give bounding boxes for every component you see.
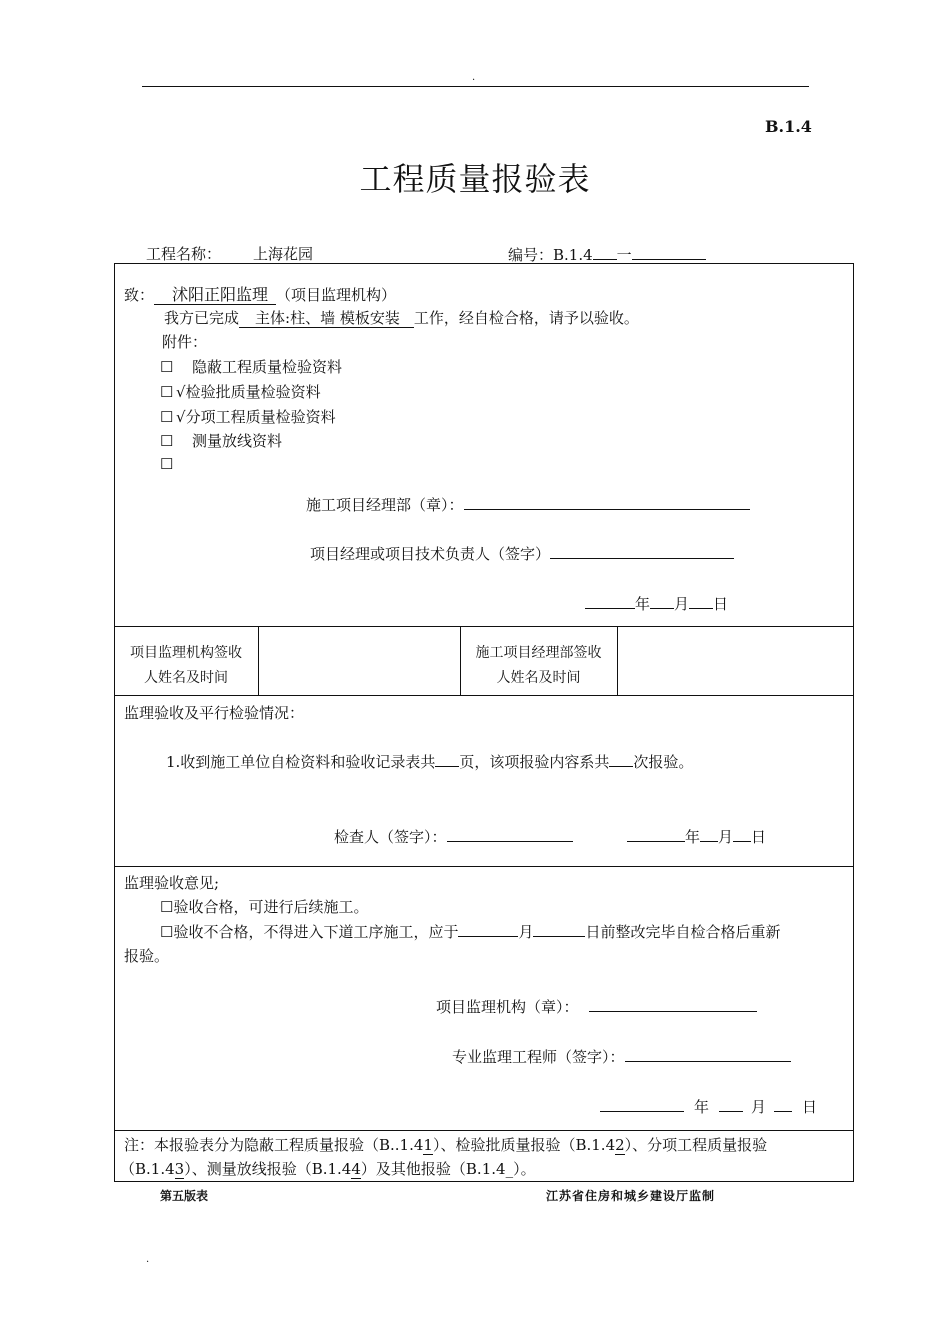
note-code-1: 1 bbox=[423, 1136, 433, 1154]
attachment-label: 检验批质量检验资料 bbox=[185, 383, 321, 401]
times-field[interactable] bbox=[609, 750, 633, 767]
to-line bbox=[124, 282, 396, 305]
engineer-signature-field[interactable] bbox=[625, 1045, 791, 1062]
inspector-signature-field[interactable] bbox=[447, 825, 573, 842]
inspection-line bbox=[166, 750, 693, 772]
day-label: 日 bbox=[713, 595, 729, 613]
contractor-sign-cell[interactable] bbox=[618, 627, 853, 695]
org-line bbox=[436, 995, 757, 1017]
attachment-label: 隐蔽工程质量检验资料 bbox=[192, 358, 343, 376]
opinion-fail-suffix: 日前整改完毕自检合格后重新 bbox=[585, 923, 781, 941]
attachment-item[interactable] bbox=[160, 455, 176, 473]
opinion-fail-month: 月 bbox=[518, 923, 534, 941]
month-field[interactable] bbox=[719, 1095, 743, 1112]
contractor-sign-label bbox=[460, 641, 617, 691]
to-suffix: （项目监理机构） bbox=[276, 286, 397, 304]
contractor-sign-label-2: 人姓名及时间 bbox=[496, 670, 581, 686]
number-blank-2[interactable] bbox=[632, 243, 706, 260]
opinion-fail-cont: 报验。 bbox=[124, 947, 170, 965]
project-label: 工程名称： bbox=[146, 245, 222, 263]
checkbox[interactable]: ☐ bbox=[160, 408, 174, 426]
date-line-2 bbox=[627, 825, 766, 847]
attachment-label: 分项工程质量检验资料 bbox=[185, 408, 336, 426]
year-field[interactable] bbox=[600, 1095, 684, 1112]
year-label: 年 bbox=[635, 595, 651, 613]
month-label: 月 bbox=[751, 1098, 767, 1116]
attach-label: 附件： bbox=[162, 333, 208, 351]
check-mark: √ bbox=[176, 383, 186, 401]
note-line-1 bbox=[124, 1134, 767, 1155]
attachment-item[interactable] bbox=[160, 430, 282, 451]
supervisor-sign-label bbox=[114, 641, 258, 691]
day-label: 日 bbox=[751, 828, 767, 846]
day-label: 日 bbox=[802, 1098, 818, 1116]
contractor-sign-label-1: 施工项目经理部签收 bbox=[475, 645, 602, 661]
month-field[interactable] bbox=[650, 592, 674, 609]
form-code: B.1.4 bbox=[765, 117, 812, 136]
note-line-2 bbox=[120, 1158, 536, 1179]
intro-suffix: 工作，经自检合格，请予以验收。 bbox=[413, 309, 639, 327]
note-code-2: 2 bbox=[615, 1136, 625, 1154]
year-label: 年 bbox=[685, 828, 701, 846]
checkbox[interactable]: ☐ bbox=[160, 358, 174, 376]
dept-line bbox=[306, 493, 750, 515]
org-label: 项目监理机构（章）： bbox=[436, 998, 579, 1016]
attachment-item[interactable] bbox=[160, 406, 336, 427]
month-field[interactable] bbox=[700, 825, 718, 842]
manager-label: 项目经理或项目技术负责人（签字） bbox=[310, 545, 551, 563]
note-text: ）、检验批质量报验（B.1.4 bbox=[432, 1136, 616, 1154]
note-code-3: 3 bbox=[174, 1160, 185, 1178]
inspection-suffix: 次报验。 bbox=[633, 753, 694, 771]
attachment-label: 测量放线资料 bbox=[192, 432, 283, 450]
fix-day-field[interactable] bbox=[533, 920, 585, 937]
fix-month-field[interactable] bbox=[458, 920, 518, 937]
opinion-heading: 监理验收意见; bbox=[124, 874, 220, 892]
intro-value[interactable]: 主体:柱、墙 模板安装 bbox=[239, 309, 414, 328]
row-divider-3 bbox=[114, 866, 854, 867]
manager-signature-field[interactable] bbox=[550, 542, 734, 559]
check-mark: √ bbox=[176, 408, 186, 426]
day-field[interactable] bbox=[733, 825, 751, 842]
attachment-item[interactable] bbox=[160, 381, 321, 402]
note-text: （B.1.4 bbox=[120, 1160, 175, 1178]
intro-prefix: 我方已完成 bbox=[164, 309, 240, 327]
opinion-fail-prefix: ☐验收不合格，不得进入下道工序施工，应于 bbox=[160, 923, 459, 941]
inspection-heading: 监理验收及平行检验情况： bbox=[124, 704, 305, 722]
dept-stamp-field[interactable] bbox=[464, 493, 750, 510]
footer-edition: 第五版表 bbox=[160, 1189, 209, 1203]
manager-line bbox=[310, 542, 734, 564]
header-dot: . bbox=[472, 72, 476, 83]
footer-dot: . bbox=[146, 1254, 150, 1265]
page-title: 工程质量报验表 bbox=[359, 160, 591, 198]
opinion-fail[interactable] bbox=[160, 920, 780, 942]
attachment-item[interactable] bbox=[160, 356, 342, 377]
checkbox[interactable]: ☐ bbox=[160, 383, 174, 401]
supervisor-sign-label-2: 人姓名及时间 bbox=[144, 670, 228, 686]
year-field[interactable] bbox=[585, 592, 635, 609]
number-dash: 一 bbox=[616, 246, 632, 264]
pages-field[interactable] bbox=[435, 750, 459, 767]
number-label: 编号： bbox=[508, 246, 554, 264]
inspector-line bbox=[334, 825, 573, 847]
dept-label: 施工项目经理部（章）： bbox=[306, 496, 464, 514]
note-code-4: 4 bbox=[351, 1160, 361, 1178]
month-label: 月 bbox=[718, 828, 734, 846]
row-divider-4 bbox=[114, 1130, 854, 1131]
inspector-label: 检查人（签字）： bbox=[334, 828, 447, 846]
engineer-label: 专业监理工程师（签字）： bbox=[452, 1048, 625, 1066]
date-line-1 bbox=[585, 592, 728, 614]
inspection-prefix: 1.收到施工单位自检资料和验收记录表共 bbox=[166, 753, 436, 771]
to-value[interactable]: 沭阳正阳监理 bbox=[154, 285, 276, 305]
intro-line bbox=[164, 307, 639, 328]
checkbox[interactable]: ☐ bbox=[160, 455, 174, 473]
note-text: ）、测量放线报验（B.1.4 bbox=[184, 1160, 352, 1178]
note-text: ）及其他报验（B.1.4 bbox=[360, 1160, 506, 1178]
note-text: ）。 bbox=[513, 1160, 536, 1178]
to-label: 致： bbox=[124, 286, 155, 304]
day-field[interactable] bbox=[774, 1095, 792, 1112]
row-divider-2 bbox=[114, 695, 854, 696]
number-code: B.1.4 bbox=[553, 246, 593, 264]
supervisor-sign-cell[interactable] bbox=[259, 627, 459, 695]
inspection-mid: 页，该项报验内容系共 bbox=[459, 753, 610, 771]
header-rule bbox=[142, 86, 809, 87]
number-line bbox=[508, 243, 706, 265]
day-field[interactable] bbox=[689, 592, 713, 609]
number-blank-1[interactable] bbox=[593, 243, 617, 260]
project-name[interactable]: 上海花园 bbox=[221, 245, 329, 264]
footer-issuer: 江苏省住房和城乡建设厅监制 bbox=[546, 1189, 716, 1203]
note-code-5: _ bbox=[505, 1160, 514, 1178]
year-field[interactable] bbox=[627, 825, 685, 842]
engineer-line bbox=[452, 1045, 791, 1067]
date-line-3 bbox=[600, 1095, 817, 1117]
year-label: 年 bbox=[694, 1098, 710, 1116]
supervisor-sign-label-1: 项目监理机构签收 bbox=[130, 645, 242, 661]
checkbox[interactable]: ☐ bbox=[160, 432, 174, 450]
org-stamp-field[interactable] bbox=[589, 995, 757, 1012]
project-line bbox=[146, 243, 329, 264]
month-label: 月 bbox=[674, 595, 690, 613]
note-text: 注：本报验表分为隐蔽工程质量报验（B..1.4 bbox=[124, 1136, 424, 1154]
note-text: ）、分项工程质量报验 bbox=[624, 1136, 768, 1154]
opinion-pass[interactable]: ☐验收合格，可进行后续施工。 bbox=[160, 898, 369, 916]
